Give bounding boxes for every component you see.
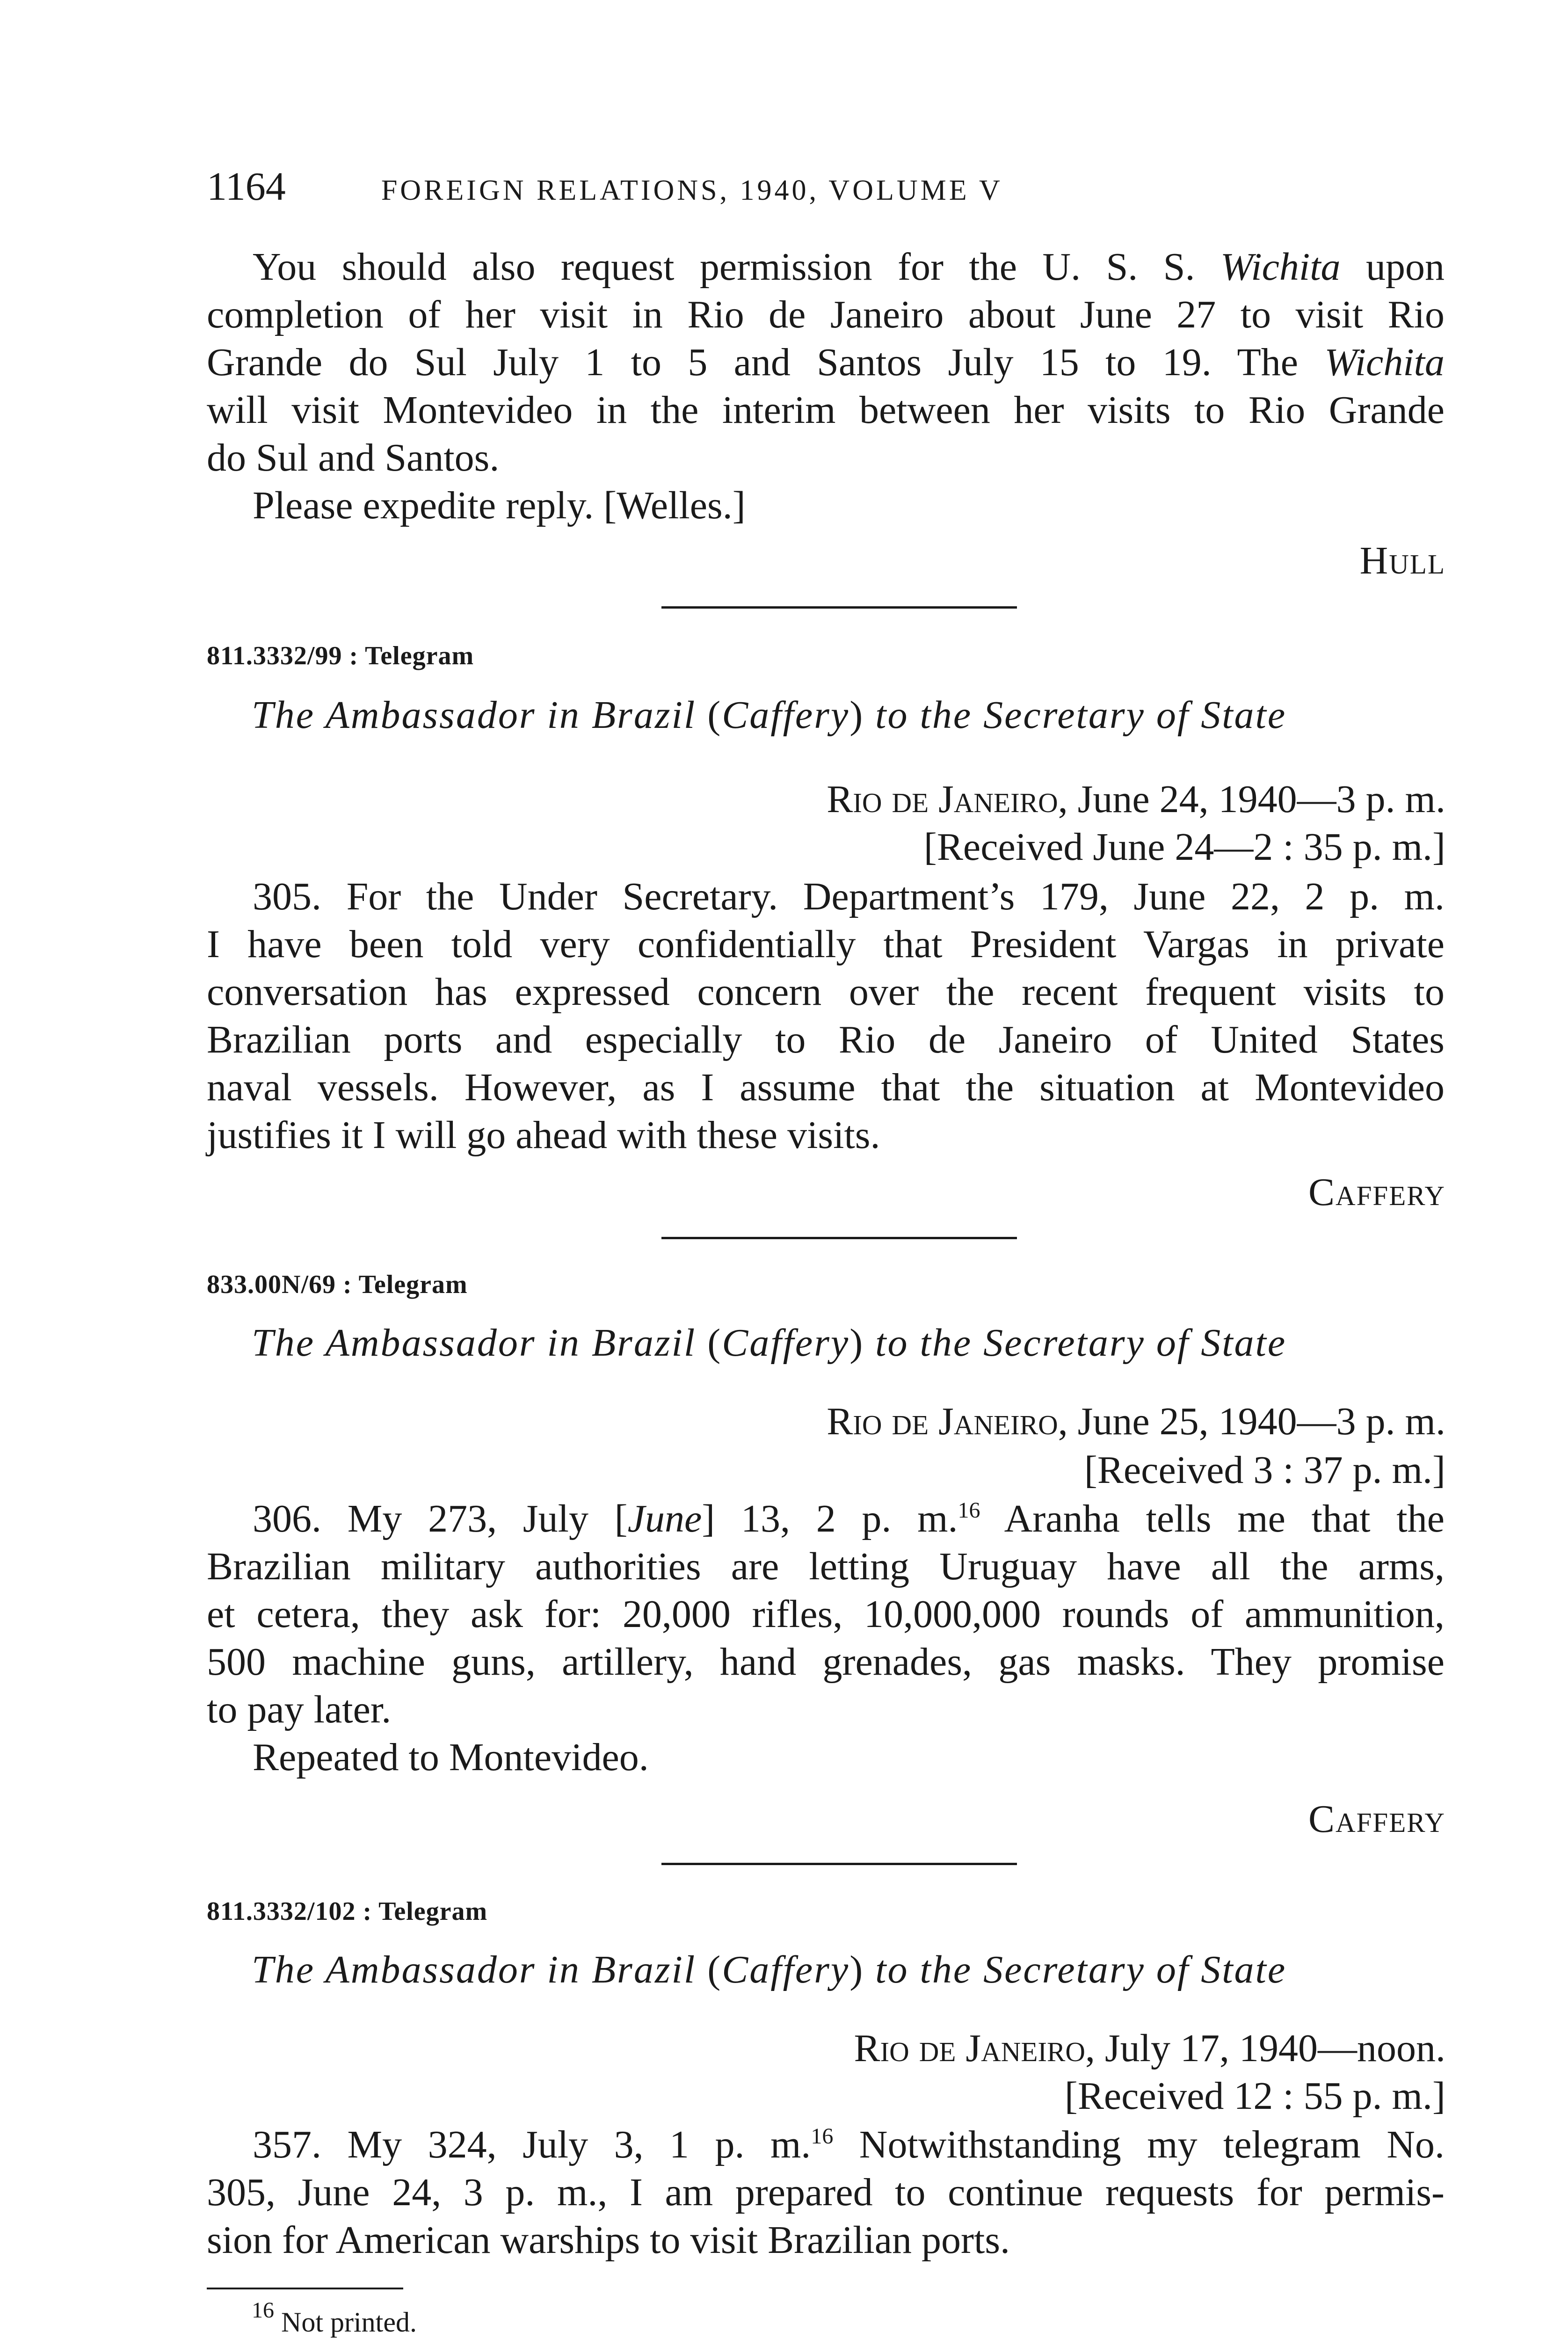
- body-line: sion for American warships to visit Brazilian ports.: [207, 2218, 1010, 2262]
- telegram-body: [207, 2121, 1445, 2264]
- body-line: I have been told very confidentially that President Vargas in private: [207, 923, 1445, 966]
- body-line: 357. My 324, July 3, 1 p. m.$^{16}$ Notwithstanding my telegram No.: [253, 2123, 1445, 2166]
- body-line: justifies it I will go ahead with these visits.: [207, 1113, 880, 1157]
- intro-closing: Please expedite reply. [Welles.]: [253, 484, 746, 527]
- dateline: [827, 777, 1445, 822]
- dateline-place: Rio de Janeiro: [827, 1400, 1058, 1443]
- body-line: Brazilian military authorities are letting Uruguay have all the arms,: [207, 1545, 1445, 1588]
- received-line: [Received 12 : 55 p. m.]: [1064, 2074, 1445, 2118]
- body-line: 305. For the Under Secretary. Department’s 179, June 22, 2 p. m.: [253, 875, 1445, 918]
- body-line: 305, June 24, 3 p. m., I am prepared to continue requests for permis-: [207, 2171, 1445, 2214]
- file-reference: 833.00N/69 : Telegram: [207, 1270, 468, 1299]
- intro-line: You should also request permission for the U. S. S. Wichita upon: [253, 245, 1445, 289]
- body-line: Brazilian ports and especially to Rio de Janeiro of United States: [207, 1018, 1445, 1061]
- dateline-place: Rio de Janeiro: [827, 777, 1058, 821]
- signature-hull: Hull: [1359, 539, 1445, 582]
- signature-caffery: Caffery: [1308, 1797, 1445, 1841]
- running-header: [207, 163, 1329, 210]
- intro-line: completion of her visit in Rio de Janeiro about June 27 to visit Rio: [207, 293, 1445, 336]
- dateline-date: , June 25, 1940—3 p. m.: [1058, 1400, 1445, 1443]
- footnote: [252, 2298, 417, 2339]
- italic-text: June: [627, 1497, 702, 1540]
- page-number: 1164: [207, 164, 286, 209]
- document-heading: The Ambassador in Brazil (Caffery) to the Secretary of State: [252, 1321, 1287, 1365]
- separator-rule: [661, 1863, 1017, 1865]
- intro-line: do Sul and Santos.: [207, 436, 500, 479]
- separator-rule: [661, 606, 1017, 609]
- italic-text: Wichita: [1324, 341, 1445, 384]
- telegram-body: [207, 1495, 1445, 1781]
- footnote-reference: 16: [958, 1498, 980, 1523]
- document-heading: The Ambassador in Brazil (Caffery) to the Secretary of State: [252, 1948, 1287, 1991]
- dateline-place: Rio de Janeiro: [854, 2027, 1085, 2070]
- signature-caffery: Caffery: [1308, 1170, 1445, 1214]
- intro-line: Grande do Sul July 1 to 5 and Santos July 15 to 19. The Wichita: [207, 341, 1445, 384]
- body-line: 306. My 273, July [June] 13, 2 p. m.$^{16}$ Aranha tells me that the: [253, 1497, 1445, 1540]
- body-line: et cetera, they ask for: 20,000 rifles, 10,000,000 rounds of ammunition,: [207, 1592, 1445, 1636]
- footnote-rule: [207, 2288, 403, 2289]
- running-title: FOREIGN RELATIONS, 1940, VOLUME V: [381, 174, 1003, 206]
- received-line: [Received June 24—2 : 35 p. m.]: [923, 825, 1445, 869]
- intro-line: will visit Montevideo in the interim between her visits to Rio Grande: [207, 388, 1445, 432]
- footnote-reference: 16: [811, 2124, 834, 2149]
- italic-text: Wichita: [1220, 245, 1341, 289]
- body-line: naval vessels. However, as I assume that the situation at Montevideo: [207, 1066, 1445, 1109]
- body-line: conversation has expressed concern over the recent frequent visits to: [207, 970, 1445, 1014]
- separator-rule: [661, 1237, 1017, 1239]
- footnote-marker: 16: [252, 2298, 274, 2323]
- repeated-line: Repeated to Montevideo.: [253, 1736, 649, 1779]
- file-reference: 811.3332/99 : Telegram: [207, 641, 474, 670]
- body-line: to pay later.: [207, 1688, 392, 1731]
- document-heading: The Ambassador in Brazil (Caffery) to the Secretary of State: [252, 693, 1287, 737]
- intro-paragraph: [207, 243, 1445, 530]
- file-reference: 811.3332/102 : Telegram: [207, 1897, 488, 1926]
- dateline: [827, 1399, 1445, 1444]
- received-line: [Received 3 : 37 p. m.]: [1084, 1448, 1445, 1492]
- dateline-date: , June 24, 1940—3 p. m.: [1058, 777, 1445, 821]
- telegram-body: [207, 873, 1445, 1159]
- dateline: [854, 2026, 1445, 2071]
- body-line: 500 machine guns, artillery, hand grenades, gas masks. They promise: [207, 1640, 1445, 1684]
- footnote-text: Not printed.: [281, 2307, 417, 2338]
- dateline-date: , July 17, 1940—noon.: [1085, 2027, 1445, 2070]
